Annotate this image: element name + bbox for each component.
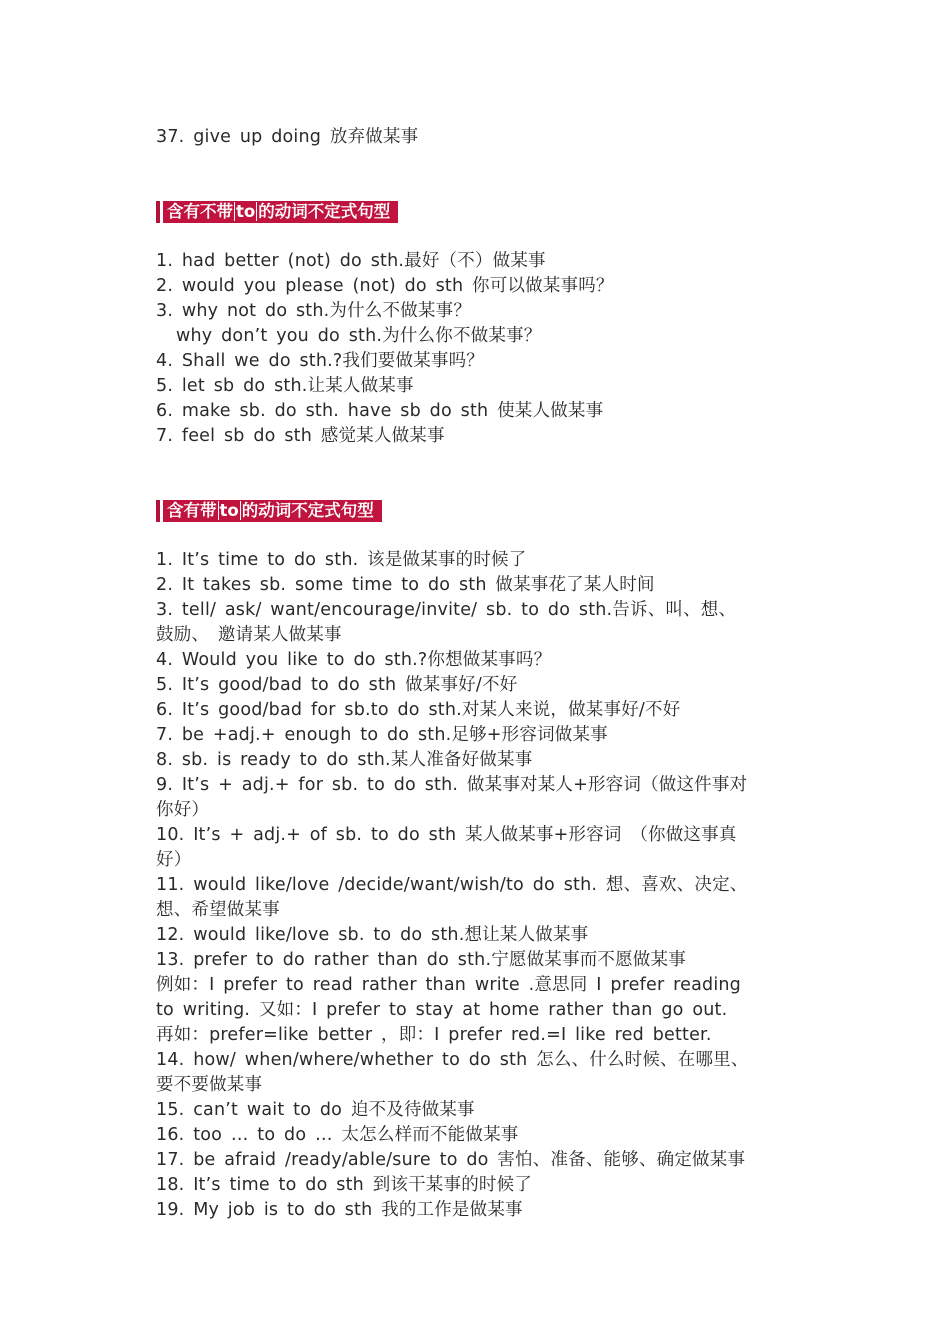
list-item: 你好） — [156, 800, 210, 820]
list-item: 8. sb. is ready to do sth.某人准备好做某事 — [156, 750, 533, 770]
list-item: 想、希望做某事 — [156, 900, 280, 920]
list-item: 4. Shall we do sth.?我们要做某事吗？ — [156, 351, 485, 371]
list-item: 10. It’s + adj.+ of sb. to do sth 某人做某事+形容词 （你做这事真 — [156, 825, 737, 845]
list-item: 5. let sb do sth.让某人做某事 — [156, 376, 414, 396]
list-item: 1. had better (not) do sth.最好（不）做某事 — [156, 251, 546, 271]
list-item: 再如：prefer=like better ，即：I prefer red.=I like red better. — [156, 1025, 712, 1045]
list-item: 2. would you please (not) do sth 你可以做某事吗？ — [156, 276, 614, 296]
heading-label: 含有不带 to 的动词不定式句型 — [163, 201, 398, 223]
section-heading-with-to — [156, 500, 382, 522]
list-item: 9. It’s + adj.+ for sb. to do sth. 做某事对某人+形容词（做这件事对 — [156, 775, 748, 795]
list-item: 3. why not do sth.为什么不做某事？ — [156, 301, 472, 321]
list-item: 19. My job is to do sth 我的工作是做某事 — [156, 1200, 523, 1220]
list-item: 17. be afraid /ready/able/sure to do 害怕、准备、能够、确定做某事 — [156, 1150, 746, 1170]
list-item: 14. how/ when/where/whether to do sth 怎么、什么时候、在哪里、 — [156, 1050, 749, 1070]
list-item: 4. Would you like to do sth.?你想做某事吗？ — [156, 650, 552, 670]
list-item: 15. can’t wait to do 迫不及待做某事 — [156, 1100, 475, 1120]
heading-accent-bar — [156, 201, 160, 223]
list-item: 37. give up doing 放弃做某事 — [156, 127, 419, 147]
heading-accent-bar — [156, 500, 160, 522]
list-item: 12. would like/love sb. to do sth.想让某人做某事 — [156, 925, 589, 945]
list-item: 好） — [156, 850, 192, 870]
list-item: 16. too … to do … 太怎么样而不能做某事 — [156, 1125, 519, 1145]
list-item: 5. It’s good/bad to do sth 做某事好/不好 — [156, 675, 518, 695]
list-item: 2. It takes sb. some time to do sth 做某事花了某人时间 — [156, 575, 655, 595]
list-item: why don’t you do sth.为什么你不做某事？ — [176, 326, 542, 346]
list-item: 鼓励、 邀请某人做某事 — [156, 625, 342, 645]
list-item: 3. tell/ ask/ want/encourage/invite/ sb. to do sth.告诉、叫、想、 — [156, 600, 737, 620]
heading-label: 含有带 to 的动词不定式句型 — [163, 500, 382, 522]
section-heading-without-to — [156, 201, 398, 223]
list-item: 1. It’s time to do sth. 该是做某事的时候了 — [156, 550, 527, 570]
list-item: 7. be +adj.+ enough to do sth.足够+形容词做某事 — [156, 725, 608, 745]
list-item: to writing. 又如：I prefer to stay at home rather than go out. — [156, 1000, 728, 1020]
list-item: 例如：I prefer to read rather than write .意思同 I prefer reading — [156, 975, 741, 995]
list-item: 6. make sb. do sth. have sb do sth 使某人做某事 — [156, 401, 604, 421]
list-item: 11. would like/love /decide/want/wish/to do sth. 想、喜欢、决定、 — [156, 875, 748, 895]
list-item: 13. prefer to do rather than do sth.宁愿做某事而不愿做某事 — [156, 950, 686, 970]
list-item: 18. It’s time to do sth 到该干某事的时候了 — [156, 1175, 533, 1195]
list-item: 7. feel sb do sth 感觉某人做某事 — [156, 426, 445, 446]
list-item: 6. It’s good/bad for sb.to do sth.对某人来说，做某事好/不好 — [156, 700, 681, 720]
list-item: 要不要做某事 — [156, 1075, 263, 1095]
